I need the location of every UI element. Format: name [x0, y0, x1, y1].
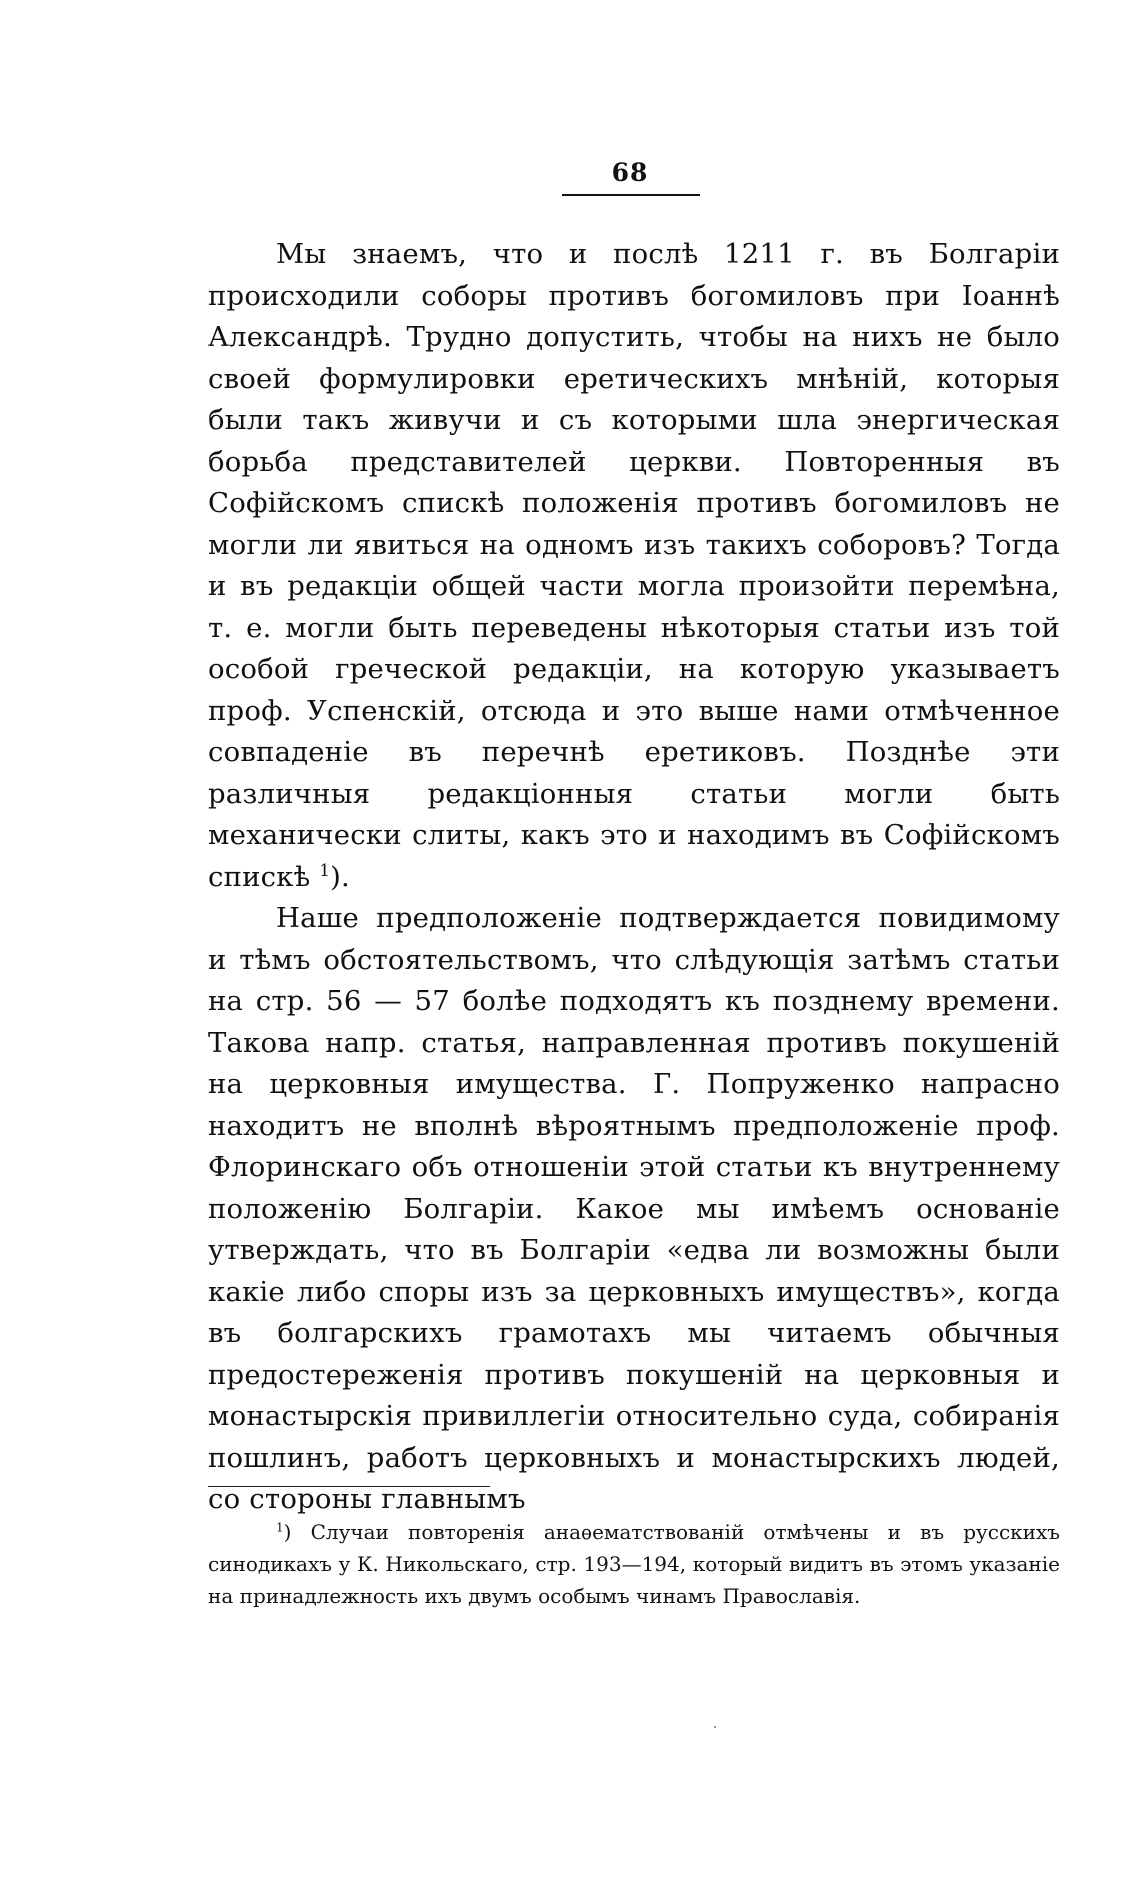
paragraph-1-tail: ). — [330, 860, 350, 893]
footnote-reference: 1 — [319, 860, 331, 880]
paragraph-1 — [208, 234, 1060, 898]
footnote-text: Случаи повторенія анаѳематствованій отмѣчены и въ русскихъ синодикахъ у К. Никольскаго, стр. 193—194, который видитъ въ этомъ указаніе на принадлежность ихъ двумъ особымъ чинамъ Православія. — [208, 1520, 1060, 1608]
footnote — [208, 1516, 1060, 1612]
paragraph-1-text: Мы знаемъ, что и послѣ 1211 г. въ Болгаріи происходили соборы противъ богомиловъ при Іоаннѣ Александрѣ. Трудно допустить, чтобы на нихъ не было своей формулировки еретическихъ мнѣній, которыя были такъ живучи и съ которыми шла энергическая борьба представителей церкви. Повторенныя въ Софійскомъ спискѣ положенія противъ богомиловъ не могли ли явиться на одномъ изъ такихъ соборовъ? Тогда и въ редакціи общей части могла произойти перемѣна, т. е. могли быть переведены нѣкоторыя статьи изъ той особой греческой редакціи, на которую указываетъ проф. Успенскій, отсюда и это выше нами отмѣченное совпаденіе въ перечнѣ еретиковъ. Позднѣе эти различныя редакціонныя статьи могли быть механически слиты, какъ это и находимъ въ Софійскомъ спискѣ — [208, 238, 1060, 893]
page-speck — [714, 1726, 716, 1728]
footnote-separator — [208, 1486, 490, 1487]
paragraph-2: Наше предположеніе подтверждается повидимому и тѣмъ обстоятельствомъ, что слѣдующія затѣмъ статьи на стр. 56 — 57 болѣе подходятъ къ позднему времени. Такова напр. статья, направленная противъ покушеній на церковныя имущества. Г. Попруженко напрасно находитъ не вполнѣ вѣроятнымъ предположеніе проф. Флоринскаго объ отношеніи этой статьи къ внутреннему положенію Болгаріи. Какое мы имѣемъ основаніе утверждать, что въ Болгаріи «едва ли возможны были какіе либо споры изъ за церковныхъ имуществъ», когда въ болгарскихъ грамотахъ мы читаемъ обычныя предостереженія противъ покушеній на церковныя и монастырскія привиллегіи относительно суда, собиранія пошлинъ, работъ церковныхъ и монастырскихъ людей, со стороны главнымъ — [208, 902, 1060, 1515]
footnote-marker-close: ) — [283, 1520, 292, 1544]
main-text — [208, 234, 1060, 1521]
page-number-rule — [562, 194, 700, 196]
page-number: 68 — [611, 158, 649, 187]
footnote-marker: 1 — [276, 1520, 284, 1535]
